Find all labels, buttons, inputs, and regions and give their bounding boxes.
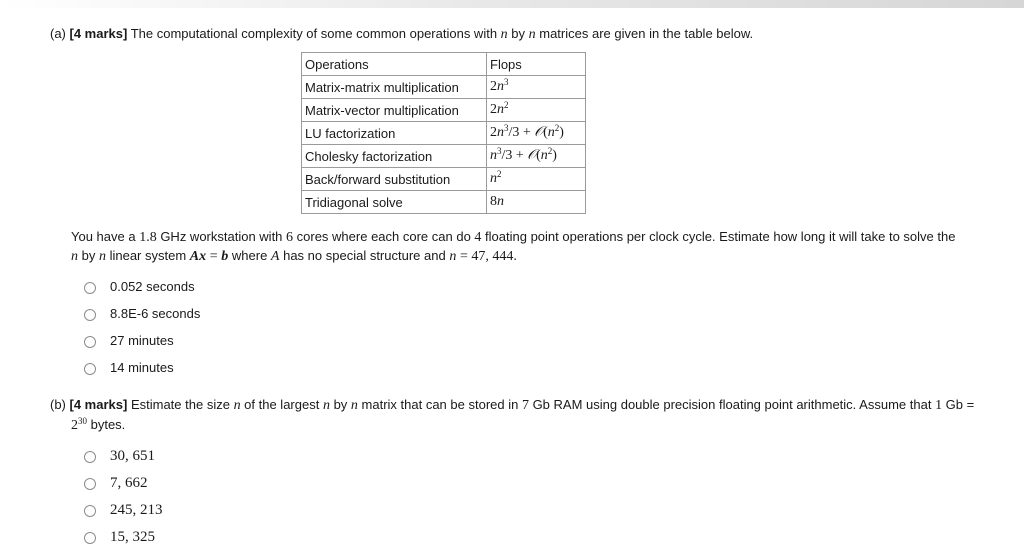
table-cell-flops: 8n [487, 191, 586, 214]
option-label: 0.052 seconds [110, 279, 195, 294]
complexity-table [301, 52, 586, 214]
option-label: 7, 662 [110, 475, 148, 491]
table-cell-flops: $n^3/3$ + $𝒪(n^2)$ [487, 145, 586, 168]
table-cell-flops: $n^2$ [487, 168, 586, 191]
option-label: 245, 213 [110, 502, 163, 518]
radio-button[interactable] [84, 309, 96, 321]
table-header-flops: Flops [487, 53, 586, 76]
part-a-intro [50, 25, 753, 44]
option-label: 8.8E-6 seconds [110, 306, 201, 321]
top-shading [0, 0, 1024, 8]
part-b-marks: [4 marks] [69, 397, 128, 412]
part-b-prefix: (b) [50, 397, 66, 412]
part-b-question-line-2: $2^{30}$ bytes. [71, 416, 126, 433]
option-label: 27 minutes [110, 333, 174, 348]
table-row [302, 168, 586, 191]
table-row [302, 99, 586, 122]
table-cell-flops: $2n^3/3$ + $𝒪(n^2)$ [487, 122, 586, 145]
table-header-operations: Operations [302, 53, 487, 76]
table-cell-operation: LU factorization [302, 122, 487, 145]
radio-button[interactable] [84, 336, 96, 348]
part-b-question-text: Estimate the size n of the largest n by n matrix that can be stored in 7 Gb RAM using double precision floating point arithmetic. Assume that 1 Gb = [130, 397, 975, 413]
table-cell-flops: $2n^2$ [487, 99, 586, 122]
table-cell-operation: Cholesky factorization [302, 145, 487, 168]
radio-button[interactable] [84, 451, 96, 463]
radio-button[interactable] [84, 363, 96, 375]
table-cell-operation: Back/forward substitution [302, 168, 487, 191]
table-row [302, 145, 586, 168]
radio-button[interactable] [84, 478, 96, 490]
part-a-intro-text: The computational complexity of some common operations with n by n matrices are given in the table below. [130, 26, 754, 42]
radio-button[interactable] [84, 532, 96, 544]
table-row [302, 191, 586, 214]
option-label: 30, 651 [110, 448, 155, 464]
option-label: 15, 325 [110, 529, 155, 545]
radio-button[interactable] [84, 505, 96, 517]
table-cell-flops: $2n^3$ [487, 76, 586, 99]
part-b-question-line-1 [50, 396, 974, 415]
table-row [302, 122, 586, 145]
table-cell-operation: Matrix-matrix multiplication [302, 76, 487, 99]
part-a-question-line-2: n by n linear system Ax = b where A has no special structure and n = 47, 444. [71, 248, 517, 264]
part-a-question-line-1: You have a 1.8 GHz workstation with 6 cores where each core can do 4 floating point operations per clock cycle. Estimate how long it will take to solve the [71, 229, 956, 245]
radio-button[interactable] [84, 282, 96, 294]
part-a-prefix: (a) [50, 26, 66, 41]
table-cell-operation: Tridiagonal solve [302, 191, 487, 214]
part-a-marks: [4 marks] [69, 26, 128, 41]
option-label: 14 minutes [110, 360, 174, 375]
table-cell-operation: Matrix-vector multiplication [302, 99, 487, 122]
table-header-row [302, 53, 586, 76]
table-row [302, 76, 586, 99]
